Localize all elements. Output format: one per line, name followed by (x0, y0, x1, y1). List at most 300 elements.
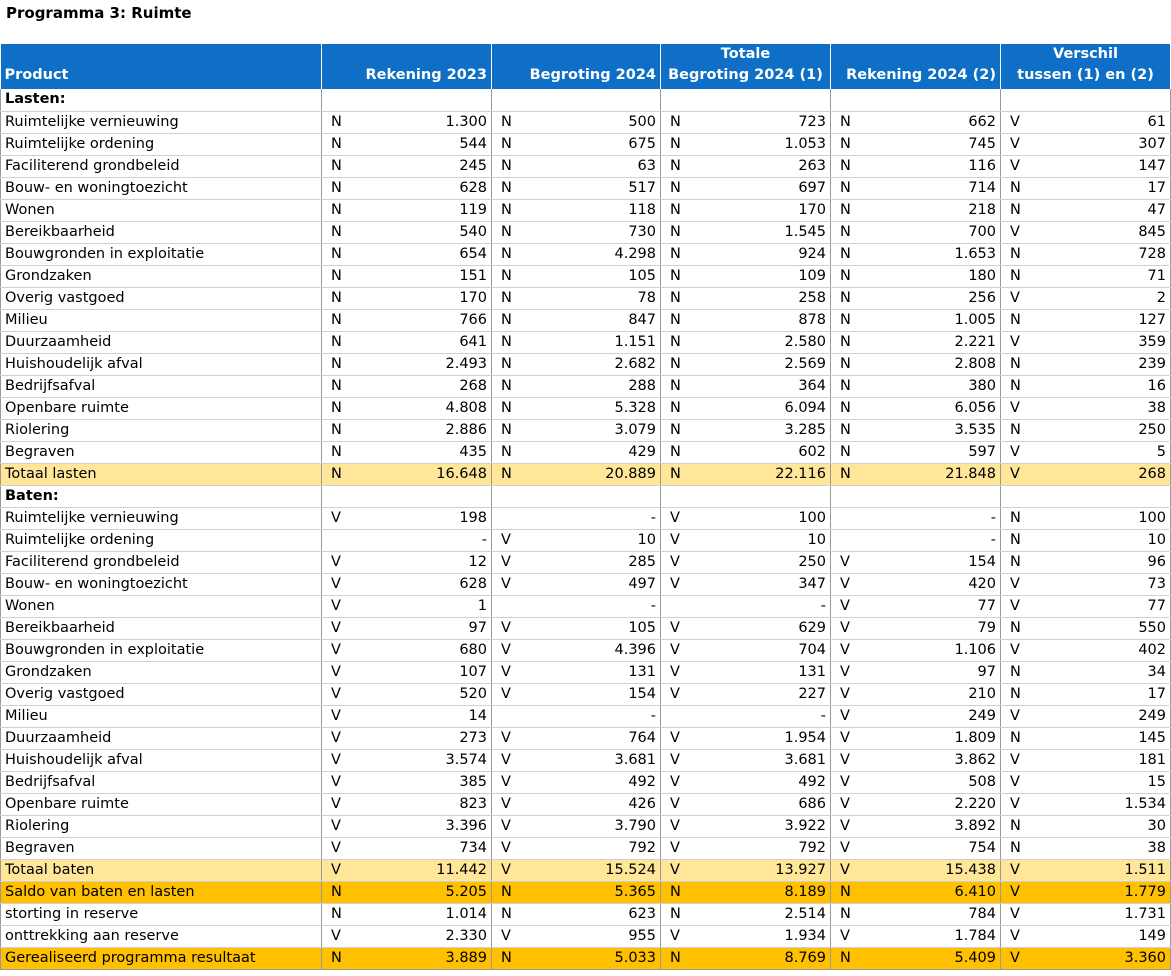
nv-indicator: V (501, 817, 511, 834)
value-cell (1001, 529, 1171, 551)
nv-indicator: N (501, 245, 512, 262)
nv-indicator: V (840, 597, 850, 614)
value-cell (492, 947, 661, 969)
value-cell (831, 309, 1001, 331)
nv-indicator: V (1010, 795, 1020, 812)
amount: 385 (459, 773, 487, 790)
amount: 3.360 (1124, 949, 1166, 966)
value-cell (831, 859, 1001, 881)
nv-indicator: V (670, 839, 680, 856)
amount: 492 (628, 773, 656, 790)
amount: 3.892 (954, 817, 996, 834)
row-label: Wonen (1, 199, 322, 221)
amount: 764 (628, 729, 656, 746)
value-cell (492, 771, 661, 793)
section-row (1, 89, 1171, 111)
nv-indicator: N (670, 949, 681, 966)
amount: - (820, 707, 826, 724)
value-cell (492, 441, 661, 463)
amount: 2.569 (784, 355, 826, 372)
amount: 429 (628, 443, 656, 460)
value-cell (322, 903, 492, 925)
amount: 734 (459, 839, 487, 856)
header-totale-line1: Totale (720, 46, 771, 62)
row-label: Bouwgronden in exploitatie (1, 639, 322, 661)
nv-indicator: N (331, 311, 342, 328)
saldo-row (1, 947, 1171, 969)
nv-indicator: N (331, 223, 342, 240)
nv-indicator: N (670, 355, 681, 372)
amount: 119 (459, 201, 487, 218)
amount: 210 (968, 685, 996, 702)
nv-indicator: N (1010, 839, 1021, 856)
nv-indicator: V (331, 927, 341, 944)
amount: 12 (468, 553, 487, 570)
nv-indicator: V (331, 861, 341, 878)
value-cell (661, 89, 831, 111)
value-cell (661, 265, 831, 287)
amount: 131 (798, 663, 826, 680)
amount: 6.056 (954, 399, 996, 416)
amount: 628 (459, 575, 487, 592)
amount: 109 (798, 267, 826, 284)
amount: 402 (1138, 641, 1166, 658)
row-label: Faciliterend grondbeleid (1, 551, 322, 573)
value-cell (1001, 793, 1171, 815)
value-cell (1001, 815, 1171, 837)
amount: 38 (1147, 399, 1166, 416)
nv-indicator: N (1010, 311, 1021, 328)
value-cell (831, 947, 1001, 969)
amount: 154 (628, 685, 656, 702)
value-cell (1001, 507, 1171, 529)
section-row (1, 485, 1171, 507)
nv-indicator: V (501, 751, 511, 768)
amount: 1.053 (784, 135, 826, 152)
row-label: Baten: (1, 485, 322, 507)
value-cell (1001, 199, 1171, 221)
value-cell (661, 815, 831, 837)
nv-indicator: N (1010, 619, 1021, 636)
nv-indicator: V (840, 729, 850, 746)
amount: 766 (459, 311, 487, 328)
amount: 1.106 (954, 641, 996, 658)
value-cell (322, 771, 492, 793)
value-cell (322, 639, 492, 661)
nv-indicator: V (840, 751, 850, 768)
amount: 1.954 (784, 729, 826, 746)
nv-indicator: N (670, 113, 681, 130)
nv-indicator: N (331, 355, 342, 372)
amount: - (990, 531, 996, 548)
amount: 100 (1138, 509, 1166, 526)
value-cell (322, 793, 492, 815)
amount: 34 (1147, 663, 1166, 680)
value-cell (831, 419, 1001, 441)
value-cell (831, 881, 1001, 903)
amount: 784 (968, 905, 996, 922)
value-cell (831, 155, 1001, 177)
amount: 100 (798, 509, 826, 526)
nv-indicator: V (331, 575, 341, 592)
amount: 597 (968, 443, 996, 460)
table-row (1, 375, 1171, 397)
amount: 4.396 (614, 641, 656, 658)
amount: 151 (459, 267, 487, 284)
value-cell (322, 705, 492, 727)
value-cell (492, 529, 661, 551)
value-cell (322, 881, 492, 903)
value-cell (492, 837, 661, 859)
amount: 8.769 (784, 949, 826, 966)
amount: 256 (968, 289, 996, 306)
amount: 21.848 (945, 465, 996, 482)
nv-indicator: N (1010, 817, 1021, 834)
amount: 15.524 (605, 861, 656, 878)
value-cell (492, 639, 661, 661)
nv-indicator: V (331, 685, 341, 702)
value-cell (492, 243, 661, 265)
value-cell (831, 573, 1001, 595)
value-cell (1001, 419, 1171, 441)
nv-indicator: N (501, 377, 512, 394)
nv-indicator: N (670, 443, 681, 460)
nv-indicator: N (840, 883, 851, 900)
nv-indicator: V (840, 707, 850, 724)
amount: 79 (977, 619, 996, 636)
amount: 955 (628, 927, 656, 944)
table-row (1, 177, 1171, 199)
value-cell (1001, 221, 1171, 243)
nv-indicator: N (501, 289, 512, 306)
value-cell (1001, 243, 1171, 265)
nv-indicator: V (670, 927, 680, 944)
nv-indicator: N (840, 355, 851, 372)
amount: 258 (798, 289, 826, 306)
value-cell (661, 837, 831, 859)
amount: 380 (968, 377, 996, 394)
nv-indicator: N (1010, 553, 1021, 570)
nv-indicator: V (840, 619, 850, 636)
amount: 924 (798, 245, 826, 262)
nv-indicator: V (1010, 641, 1020, 658)
row-label: Bouw- en woningtoezicht (1, 573, 322, 595)
amount: 6.094 (784, 399, 826, 416)
value-cell (1001, 353, 1171, 375)
value-cell (492, 815, 661, 837)
value-cell (1001, 265, 1171, 287)
amount: 2.493 (445, 355, 487, 372)
table-body (1, 89, 1171, 969)
amount: 105 (628, 619, 656, 636)
value-cell (661, 661, 831, 683)
amount: 63 (637, 157, 656, 174)
row-label: Saldo van baten en lasten (1, 881, 322, 903)
amount: 845 (1138, 223, 1166, 240)
nv-indicator: V (1010, 751, 1020, 768)
value-cell (831, 397, 1001, 419)
nv-indicator: N (331, 883, 342, 900)
amount: 1.151 (614, 333, 656, 350)
amount: 662 (968, 113, 996, 130)
value-cell (1001, 727, 1171, 749)
row-label: Ruimtelijke ordening (1, 133, 322, 155)
nv-indicator: V (840, 553, 850, 570)
amount: 544 (459, 135, 487, 152)
nv-indicator: V (840, 685, 850, 702)
nv-indicator: V (501, 619, 511, 636)
nv-indicator: N (501, 443, 512, 460)
value-cell (661, 507, 831, 529)
nv-indicator: N (331, 289, 342, 306)
value-cell (492, 661, 661, 683)
row-label: Huishoudelijk afval (1, 749, 322, 771)
amount: 500 (628, 113, 656, 130)
table-row (1, 287, 1171, 309)
table-row (1, 353, 1171, 375)
value-cell (661, 881, 831, 903)
nv-indicator: N (1010, 267, 1021, 284)
value-cell (1001, 375, 1171, 397)
amount: 149 (1138, 927, 1166, 944)
value-cell (1001, 155, 1171, 177)
value-cell (1001, 837, 1171, 859)
nv-indicator: N (1010, 509, 1021, 526)
value-cell (492, 133, 661, 155)
nv-indicator: V (1010, 399, 1020, 416)
value-cell (831, 529, 1001, 551)
nv-indicator: N (840, 223, 851, 240)
row-label: onttrekking aan reserve (1, 925, 322, 947)
value-cell (322, 617, 492, 639)
amount: 71 (1147, 267, 1166, 284)
value-cell (322, 331, 492, 353)
value-cell (492, 287, 661, 309)
amount: 5.205 (445, 883, 487, 900)
value-cell (831, 749, 1001, 771)
amount: 249 (1138, 707, 1166, 724)
row-label: Ruimtelijke vernieuwing (1, 507, 322, 529)
nv-indicator: N (840, 179, 851, 196)
nv-indicator: N (501, 179, 512, 196)
amount: 847 (628, 311, 656, 328)
amount: 13.927 (775, 861, 826, 878)
value-cell (661, 221, 831, 243)
value-cell (322, 287, 492, 309)
table-row (1, 661, 1171, 683)
nv-indicator: V (840, 575, 850, 592)
nv-indicator: N (840, 399, 851, 416)
nv-indicator: V (1010, 927, 1020, 944)
nv-indicator: N (670, 399, 681, 416)
nv-indicator: N (670, 201, 681, 218)
amount: 47 (1147, 201, 1166, 218)
amount: 3.285 (784, 421, 826, 438)
row-label: Begraven (1, 837, 322, 859)
value-cell (831, 925, 1001, 947)
amount: 745 (968, 135, 996, 152)
amount: 3.681 (784, 751, 826, 768)
value-cell (322, 947, 492, 969)
nv-indicator: V (1010, 443, 1020, 460)
amount: 73 (1147, 575, 1166, 592)
nv-indicator: V (501, 531, 511, 548)
value-cell (492, 397, 661, 419)
value-cell (831, 177, 1001, 199)
row-label: Bereikbaarheid (1, 221, 322, 243)
amount: 17 (1147, 685, 1166, 702)
nv-indicator: V (501, 553, 511, 570)
amount: 792 (628, 839, 656, 856)
total-row (1, 463, 1171, 485)
nv-indicator: N (670, 223, 681, 240)
value-cell (831, 199, 1001, 221)
value-cell (322, 507, 492, 529)
amount: 520 (459, 685, 487, 702)
row-label: Openbare ruimte (1, 397, 322, 419)
nv-indicator: V (670, 773, 680, 790)
header-rekening-2023: Rekening 2023 (322, 44, 492, 89)
value-cell (492, 903, 661, 925)
nv-indicator: N (670, 421, 681, 438)
nv-indicator: V (840, 773, 850, 790)
nv-indicator: N (501, 135, 512, 152)
row-label: Bouw- en woningtoezicht (1, 177, 322, 199)
amount: 1.014 (445, 905, 487, 922)
row-label: Totaal lasten (1, 463, 322, 485)
amount: 497 (628, 575, 656, 592)
nv-indicator: N (501, 223, 512, 240)
nv-indicator: V (331, 839, 341, 856)
nv-indicator: N (331, 179, 342, 196)
page-title: Programma 3: Ruimte (6, 4, 192, 22)
nv-indicator: N (331, 443, 342, 460)
value-cell (492, 375, 661, 397)
amount: 723 (798, 113, 826, 130)
value-cell (492, 881, 661, 903)
value-cell (322, 925, 492, 947)
nv-indicator: V (840, 861, 850, 878)
amount: 4.808 (445, 399, 487, 416)
table-row (1, 573, 1171, 595)
nv-indicator: N (840, 333, 851, 350)
nv-indicator: V (840, 795, 850, 812)
nv-indicator: V (840, 817, 850, 834)
value-cell (831, 793, 1001, 815)
value-cell (831, 837, 1001, 859)
nv-indicator: V (670, 729, 680, 746)
amount: 628 (459, 179, 487, 196)
header-verschil-line1: Verschil (1053, 46, 1118, 62)
value-cell (492, 727, 661, 749)
value-cell (492, 419, 661, 441)
value-cell (322, 727, 492, 749)
amount: 273 (459, 729, 487, 746)
amount: 218 (968, 201, 996, 218)
nv-indicator: V (1010, 333, 1020, 350)
value-cell (1001, 881, 1171, 903)
nv-indicator: N (840, 311, 851, 328)
nv-indicator: N (331, 267, 342, 284)
amount: 78 (637, 289, 656, 306)
nv-indicator: N (840, 267, 851, 284)
table-row (1, 265, 1171, 287)
value-cell (322, 441, 492, 463)
amount: 77 (977, 597, 996, 614)
value-cell (831, 815, 1001, 837)
amount: 5.033 (614, 949, 656, 966)
table-row (1, 441, 1171, 463)
amount: 2.580 (784, 333, 826, 350)
nv-indicator: V (501, 839, 511, 856)
nv-indicator: N (331, 157, 342, 174)
value-cell (322, 859, 492, 881)
row-label: Bedrijfsafval (1, 771, 322, 793)
value-cell (661, 683, 831, 705)
amount: 147 (1138, 157, 1166, 174)
value-cell (831, 683, 1001, 705)
row-label: Milieu (1, 705, 322, 727)
amount: 730 (628, 223, 656, 240)
value-cell (322, 837, 492, 859)
amount: 435 (459, 443, 487, 460)
amount: 61 (1147, 113, 1166, 130)
nv-indicator: N (331, 113, 342, 130)
amount: 97 (977, 663, 996, 680)
row-label: Bouwgronden in exploitatie (1, 243, 322, 265)
total-row (1, 859, 1171, 881)
header-begroting-2024: Begroting 2024 (492, 44, 661, 89)
value-cell (322, 485, 492, 507)
value-cell (322, 133, 492, 155)
nv-indicator: V (1010, 575, 1020, 592)
nv-indicator: V (840, 641, 850, 658)
nv-indicator: V (1010, 157, 1020, 174)
amount: 10 (1147, 531, 1166, 548)
value-cell (831, 485, 1001, 507)
amount: 364 (798, 377, 826, 394)
amount: 2 (1156, 289, 1166, 306)
nv-indicator: V (1010, 135, 1020, 152)
amount: 170 (798, 201, 826, 218)
nv-indicator: N (670, 267, 681, 284)
nv-indicator: V (331, 597, 341, 614)
amount: 14 (468, 707, 487, 724)
amount: 823 (459, 795, 487, 812)
nv-indicator: N (840, 201, 851, 218)
value-cell (322, 683, 492, 705)
row-label: Grondzaken (1, 265, 322, 287)
value-cell (661, 705, 831, 727)
amount: 5.409 (954, 949, 996, 966)
value-cell (661, 529, 831, 551)
amount: 239 (1138, 355, 1166, 372)
value-cell (492, 353, 661, 375)
table-row (1, 749, 1171, 771)
amount: 754 (968, 839, 996, 856)
nv-indicator: V (670, 817, 680, 834)
amount: 10 (807, 531, 826, 548)
value-cell (1001, 617, 1171, 639)
nv-indicator: V (1010, 861, 1020, 878)
value-cell (322, 463, 492, 485)
value-cell (661, 441, 831, 463)
nv-indicator: N (1010, 663, 1021, 680)
amount: 245 (459, 157, 487, 174)
value-cell (1001, 397, 1171, 419)
value-cell (1001, 925, 1171, 947)
nv-indicator: V (1010, 289, 1020, 306)
